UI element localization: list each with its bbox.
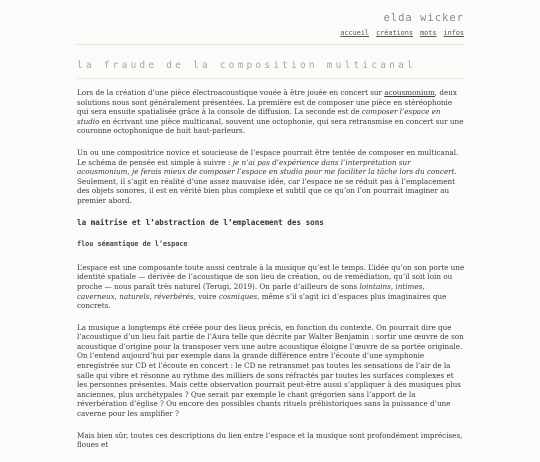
header-divider [77,44,464,45]
article-title: la fraude de la composition multicanal [77,60,416,71]
emphasis: je n’ai pas d’expérience dans l’interprétation sur acousmonium, je ferais mieux de composer l’espace en studio pour me faciliter la tâche lors du concert. [77,157,457,177]
emphasis: intimes [395,281,423,291]
main-nav [337,29,464,37]
text: , [149,291,154,301]
paragraph-musique-lieux: La musique a longtemps été créée pour des lieux précis, en fonction du contexte. On pourrait dire que l’acoustique d’un lieu fait partie de l’Aura telle que décrite par Walter Benjamin : sortir une œuvre de son acoustique d’origine pour la transposer vers une autre acoustique éloigne l’œuvre de sa portée originale. On l’entend aujourd’hui par exemple dans la grande différence entre l’écoute d’une symphonie enregistrée sur CD et l’écoute en concert : le CD ne retransmet pas toutes les sensations de l’air de la salle qui vibre et résonne au rythme des milliers de sons réfractés par toutes les surfaces complexes et les personnes présentes. Mais cette observation pourrait peut-être aussi s’appliquer à des musiques plus anciennes, plus archétypales ? Que serait par exemple le chant grégorien sans l’apport de la réverbération d’église ? Ou encore des possibles chants rituels préhistoriques sans la puissance d’une caverne pour les amplifier ? [77,322,464,419]
text: Un ou une compositrice novice et soucieuse de l’espace pourrait être tentée de composer en multicanal. Le schéma de pensée est simple à suivre : [77,147,459,167]
text: , même s’il s’agit ici d’espaces plus imaginaires que concrets. [77,291,447,311]
text: , [422,281,425,291]
text: L’espace est une composante toute aussi centrale à la musique qu’est le temps. L’idée qu’on son porte une identité spatiale — dérivée de l’acoustique de son lieu de création, ou de remédiation, qu’il soit loin ou proche — nous paraît très naturel (Terugi, 2019). On parle d’ailleurs de sons [77,262,465,291]
article-body [77,88,465,462]
paragraph-novice [77,148,465,206]
emphasis: naturels [119,291,150,301]
paragraph-conclusion: Mais bien sûr, toutes ces descriptions du lien entre l’espace et la musique sont profondément imprécises, floues et [77,430,463,450]
emphasis: lointains [359,281,391,291]
nav-link-creations[interactable]: créations [376,29,413,37]
nav-link-infos[interactable]: infos [443,29,464,37]
emphasis: composer l’espace en studio [77,107,441,126]
title-divider [77,78,464,79]
text: , [114,291,120,301]
text: Lors de la création d’une pièce électroacoustique vouée à être jouée en concert sur [77,88,385,97]
text: en écrivant une pièce multicanal, souvent une octophonie, qui sera retransmise en concert sur une couronne octophonique de huit haut-parleurs. [77,116,464,136]
link-acousmonium[interactable]: acousmonium [384,88,435,97]
text: , deux solutions nous sont généralement présentées. La première est de composer une pièce en stéréophonie qui sera ensuite spatialisée grâce à la console de diffusion. La seconde est de [77,88,457,117]
section-heading: la maitrise et l’abstraction de l’emplacement des sons [77,217,324,227]
emphasis: réverbérés [153,291,194,301]
nav-link-accueil[interactable]: accueil [340,29,370,37]
paragraph-intro [77,88,465,136]
nav-link-mots[interactable]: mots [420,29,437,37]
text: , voire [193,291,219,301]
text: Seulement, il s’agit en réalité d’une assez mauvaise idée, car l’espace ne se réduit pas à l’emplacement des objets sonores, il est en vérité bien plus complexe et subtil que ce qu’on l’on pourrait imaginer au premier abord. [77,176,456,205]
emphasis: caverneux [77,291,115,301]
site-title: elda wicker [383,12,464,24]
paragraph-espace [77,263,465,311]
emphasis: cosmiques [218,291,258,301]
text: , [390,281,396,291]
subsection-heading: flou sémantique de l’espace [77,240,188,249]
